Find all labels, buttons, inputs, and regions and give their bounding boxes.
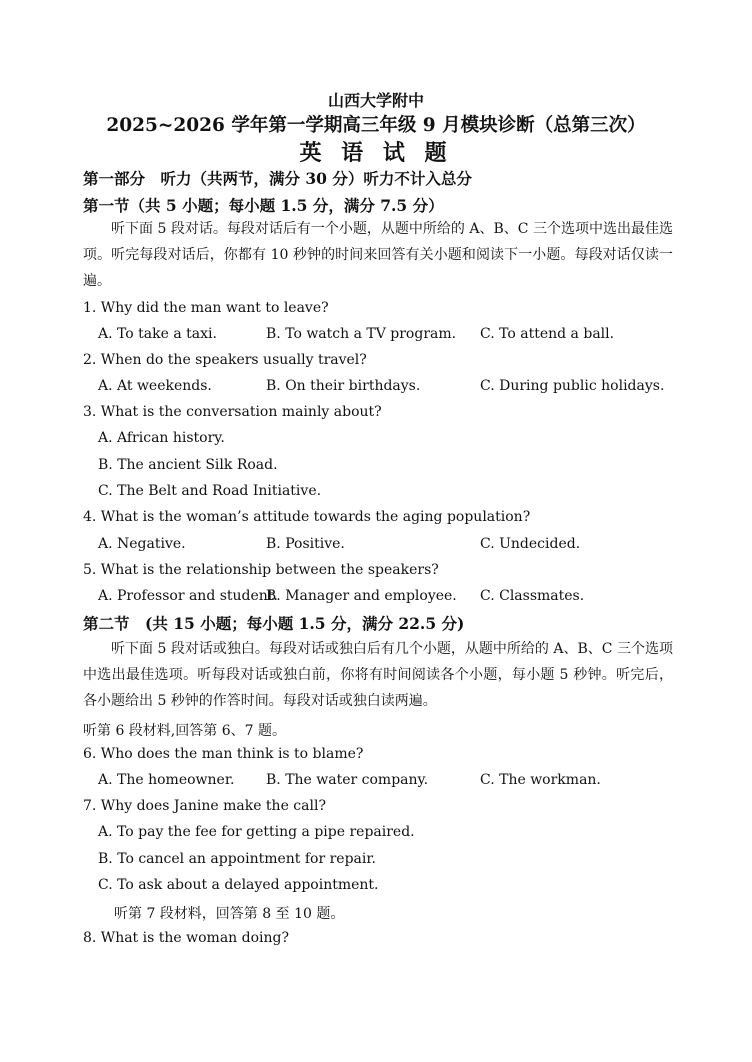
option-a: A. To take a taxi. (98, 326, 217, 342)
school-name: 山西大学附中 (327, 91, 424, 110)
question-stem: 7. Why does Janine make the call? (83, 798, 326, 814)
question-stem: 1. Why did the man want to leave? (83, 300, 329, 316)
option-b: B. To cancel an appointment for repair. (98, 851, 376, 867)
option-c: C. During public holidays. (480, 378, 665, 394)
exam-title: 2025~2026 学年第一学期高三年级 9 月模块诊断（总第三次） (106, 115, 646, 136)
question-stem: 2. When do the speakers usually travel? (83, 352, 367, 368)
part-one-heading: 第一部分 听力（共两节，满分 30 分）听力不计入总分 (83, 169, 472, 188)
material-note-6: 听第 6 段材料,回答第 6、7 题。 (83, 723, 286, 739)
question-stem: 6. Who does the man think is to blame? (83, 746, 364, 762)
section-one-instructions: 听下面 5 段对话。每段对话后有一个小题，从题中所给的 A、B、C 三个选项中选出最佳选项。听完每段对话后，你都有 10 秒钟的时间来回答有关小题和阅读下一小题。每段对话仅读一遍。 (83, 221, 673, 289)
option-a: A. To pay the fee for getting a pipe repaired. (98, 824, 415, 840)
option-c: C. To ask about a delayed appointment. (98, 877, 379, 893)
option-a: A. African history. (98, 430, 225, 446)
option-b: B. Positive. (266, 536, 345, 552)
option-b: B. Manager and employee. (266, 588, 457, 604)
option-c: C. Classmates. (480, 588, 585, 604)
material-note-7: 听第 7 段材料，回答第 8 至 10 题。 (114, 906, 345, 922)
option-a: A. Professor and student. (98, 588, 278, 604)
option-c: C. To attend a ball. (480, 326, 615, 342)
option-a: A. At weekends. (98, 378, 212, 394)
option-c: C. The Belt and Road Initiative. (98, 483, 322, 499)
option-c: C. Undecided. (480, 536, 581, 552)
option-b: B. To watch a TV program. (266, 326, 457, 342)
section-one-heading: 第一节（共 5 小题；每小题 1.5 分，满分 7.5 分） (83, 196, 444, 215)
option-b: B. On their birthdays. (266, 378, 421, 394)
section-two-instructions: 听下面 5 段对话或独白。每段对话或独白后有几个小题，从题中所给的 A、B、C 三个选项中选出最佳选项。听每段对话或独白前，你将有时间阅读各个小题，每小题 5 秒钟。听完后，各小题给出 5 秒钟的作答时间。每段对话或独白读两遍。 (83, 641, 673, 709)
subject-title: 英 语 试 题 (299, 140, 453, 166)
section-two-heading: 第二节 (共 15 小题；每小题 1.5 分，满分 22.5 分) (83, 614, 465, 633)
question-stem: 5. What is the relationship between the speakers? (83, 562, 439, 578)
question-stem: 8. What is the woman doing? (83, 930, 289, 946)
option-a: A. The homeowner. (98, 772, 235, 788)
question-stem: 3. What is the conversation mainly about? (83, 404, 382, 420)
option-a: A. Negative. (98, 536, 186, 552)
question-stem: 4. What is the woman’s attitude towards the aging population? (83, 509, 531, 525)
option-b: B. The ancient Silk Road. (98, 457, 278, 473)
option-b: B. The water company. (266, 772, 429, 788)
option-c: C. The workman. (480, 772, 601, 788)
